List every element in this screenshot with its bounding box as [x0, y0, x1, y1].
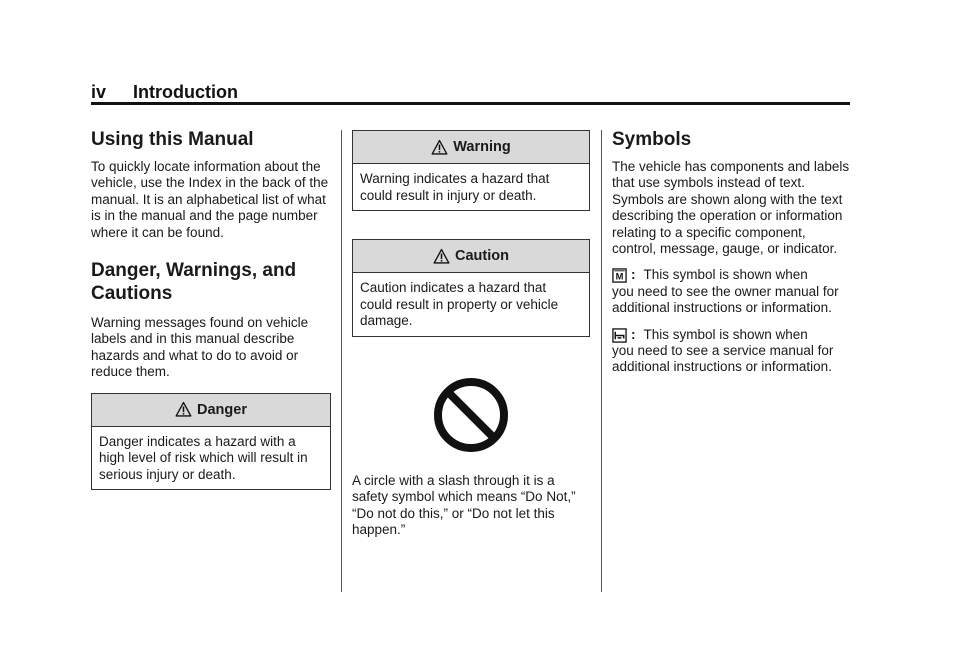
using-manual-heading: Using this Manual [91, 129, 254, 150]
caution-box-header [353, 240, 589, 273]
warning-title: Warning [453, 139, 511, 155]
column-1 [91, 128, 331, 500]
do-not-icon [433, 377, 509, 453]
warning-triangle-icon [433, 248, 450, 265]
heading-line: Cautions [91, 283, 173, 305]
section-title: Introduction [133, 82, 239, 102]
column-divider [601, 130, 602, 592]
owner-manual-text-first: This symbol is shown when [643, 267, 808, 283]
do-not-symbol-text: A circle with a slash through it is a safety symbol which means “Do Not,” “Do not do this,” or “Do not let this happen.” [352, 472, 576, 538]
service-manual-text: you need to see a service manual for additional instructions or information. [612, 343, 834, 375]
caution-text: Caution indicates a hazard that could result in property or vehicle damage. [360, 280, 559, 329]
danger-box-header [92, 394, 330, 427]
column-3 [612, 128, 850, 386]
symbols-intro-text: The vehicle has components and labels that use symbols instead of text. Symbols are shown along with the text describing the operation or information relating to a specific component, control, message, gauge, or indicator. [612, 159, 850, 257]
warning-box-header [353, 131, 589, 164]
caution-title: Caution [455, 248, 509, 265]
column-divider [341, 130, 342, 592]
caution-box [352, 239, 590, 337]
warning-box [352, 130, 590, 211]
warning-triangle-icon [431, 139, 448, 156]
page-number: iv [91, 82, 107, 102]
danger-text: Danger indicates a hazard with a high level of risk which will result in serious injury or death. [99, 433, 308, 482]
warning-messages-text: Warning messages found on vehicle labels and in this manual describe hazards and what to do to avoid or reduce them. [91, 315, 309, 380]
heading-line: Danger, Warnings, and [91, 260, 297, 282]
danger-title: Danger [197, 401, 247, 418]
header-rule [91, 102, 850, 105]
service-manual-text-first: This symbol is shown when [643, 326, 808, 342]
svg-text:M: M [615, 271, 624, 282]
warning-text: Warning indicates a hazard that could result in injury or death. [360, 171, 550, 203]
service-manual-icon [612, 328, 627, 343]
prohibition-symbol [352, 377, 590, 453]
owner-manual-text: you need to see the owner manual for additional instructions or information. [612, 283, 839, 316]
symbol-colon: : [631, 267, 636, 283]
owner-manual-symbol-line [612, 267, 850, 283]
service-manual-symbol-line [612, 327, 850, 343]
symbol-colon: : [631, 326, 636, 342]
using-manual-text: To quickly locate information about the vehicle, use the Index in the back of the manual. It is an alphabetical list of what is in the manual and the page number where it can be found. [91, 159, 329, 240]
warning-triangle-icon [175, 401, 192, 418]
column-2 [352, 130, 590, 549]
symbols-heading: Symbols [612, 129, 692, 150]
owner-manual-icon [612, 268, 627, 283]
danger-warnings-heading [91, 259, 331, 305]
danger-box [91, 393, 331, 491]
running-head [91, 82, 238, 103]
